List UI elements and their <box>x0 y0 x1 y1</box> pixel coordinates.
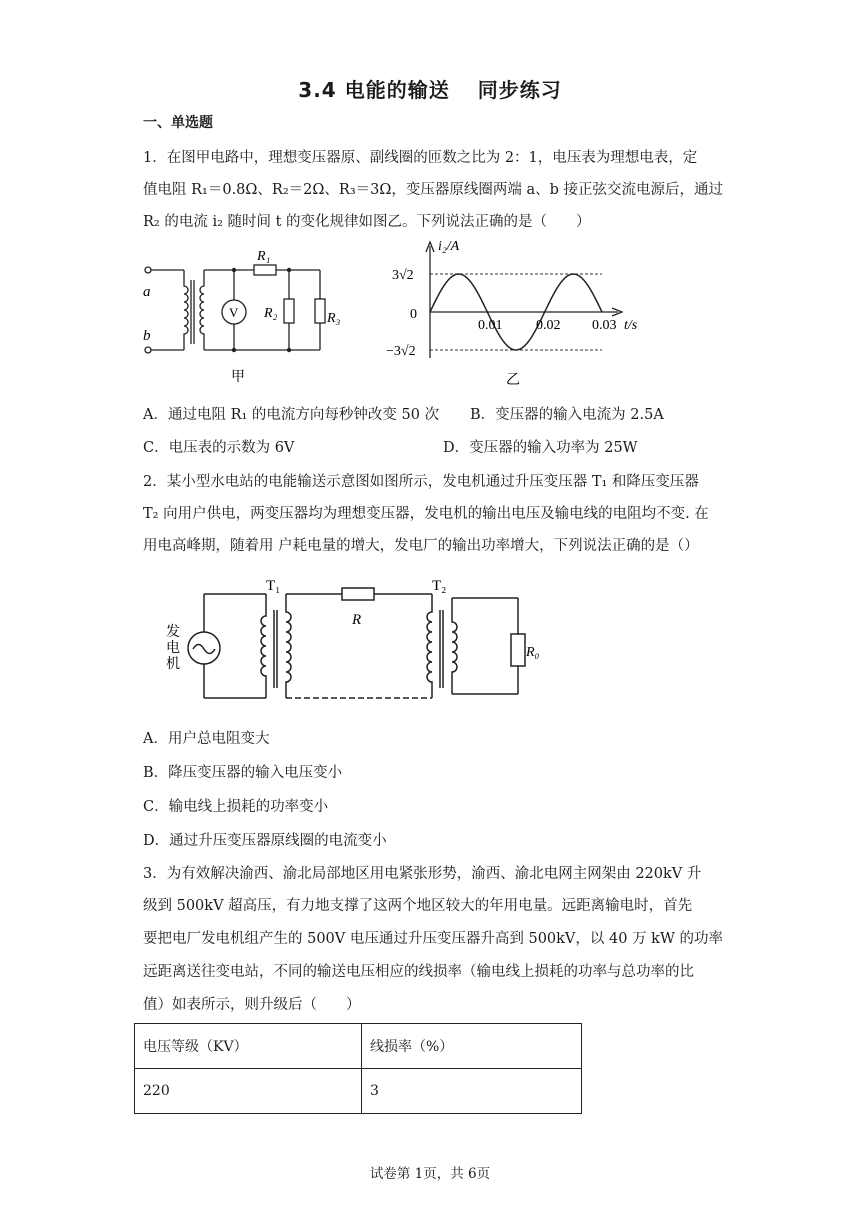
t1-label: T₁ <box>266 578 281 594</box>
q2-option-a[interactable]: A．用户总电阻变大 <box>143 731 270 747</box>
q1-option-d[interactable]: D．变压器的输入功率为 25W <box>443 440 638 456</box>
q1-option-a[interactable]: A．通过电阻 R₁ 的电流方向每秒钟改变 50 次 <box>143 407 440 423</box>
chart-tick-0.02: 0.02 <box>536 318 561 333</box>
table-header-row <box>135 1024 582 1069</box>
q1-line-3: R₂ 的电流 i₂ 随时间 t 的变化规律如图乙。下列说法正确的是（ ） <box>143 214 591 230</box>
q1-option-c[interactable]: C．电压表的示数为 6V <box>143 440 295 456</box>
q2-line-1: 2．某小型水电站的电能输送示意图如图所示，发电机通过升压变压器 T₁ 和降压变压器 <box>143 474 699 490</box>
load-resistor-label: R₀ <box>526 645 540 660</box>
generator-label-2: 电 <box>166 641 180 656</box>
q1-circuit-diagram <box>138 240 348 388</box>
terminal-a-label: a <box>143 284 151 300</box>
line-resistor-label: R <box>352 612 362 628</box>
q1-option-b[interactable]: B．变压器的输入电流为 2.5A <box>470 407 664 423</box>
r2-label: R₂ <box>264 306 278 321</box>
chart-tick-0.01: 0.01 <box>478 318 503 333</box>
table-header-loss: 线损率（%） <box>362 1024 582 1069</box>
table-cell-loss: 3 <box>362 1069 582 1114</box>
chart-ymin-label: −3√2 <box>386 344 416 359</box>
r3-label: R₃ <box>327 311 341 326</box>
q1-line-1: 1．在图甲电路中，理想变压器原、副线圈的匝数之比为 2：1，电压表为理想电表，定 <box>143 150 698 166</box>
page-title <box>0 74 860 103</box>
figure-yi-caption: 乙 <box>506 373 520 388</box>
q3-line-2: 级到 500kV 超高压，有力地支撑了这两个地区较大的年用电量。远距离输电时，首先 <box>143 898 693 914</box>
figure-jia-caption: 甲 <box>231 370 245 385</box>
section-heading: 一、单选题 <box>143 115 213 131</box>
r1-label: R₁ <box>257 249 271 264</box>
q2-transmission-diagram <box>160 576 550 712</box>
chart-x-unit: t/s <box>624 318 638 333</box>
voltage-loss-table <box>134 1023 582 1114</box>
q2-option-c[interactable]: C．输电线上损耗的功率变小 <box>143 799 329 815</box>
q3-line-1: 3．为有效解决渝西、渝北局部地区用电紧张形势，渝西、渝北电网主网架由 220kV 升 <box>143 866 702 882</box>
table-header-voltage: 电压等级（KV） <box>135 1024 362 1069</box>
voltmeter-label: V <box>229 305 239 320</box>
q2-line-3: 用电高峰期，随着用 户耗电量的增大，发电厂的输出功率增大，下列说法正确的是（） <box>143 538 699 554</box>
page-footer: 试卷第 1页，共 6页 <box>369 1166 491 1182</box>
chart-tick-0.03: 0.03 <box>592 318 617 333</box>
q3-line-5: 值）如表所示，则升级后（ ） <box>143 997 361 1013</box>
table-row <box>135 1069 582 1114</box>
t2-label: T₂ <box>432 578 447 594</box>
q3-line-4: 远距离送往变电站，不同的输送电压相应的线损率（输电线上损耗的功率与总功率的比 <box>143 964 694 980</box>
chart-ymax-label: 3√2 <box>392 268 414 283</box>
q2-option-d[interactable]: D．通过升压变压器原线圈的电流变小 <box>143 833 387 849</box>
q3-line-3: 要把电厂发电机组产生的 500V 电压通过升压变压器升高到 500kV，以 40 万 kW 的功率 <box>143 931 723 947</box>
q2-line-2: T₂ 向用户供电，两变压器均为理想变压器，发电机的输出电压及输电线的电阻均不变. 在 <box>143 506 709 522</box>
chart-zero-label: 0 <box>410 307 417 322</box>
chart-y-label: i₂/A <box>438 239 460 254</box>
q1-line-2: 值电阻 R₁＝0.8Ω、R₂＝2Ω、R₃＝3Ω，变压器原线圈两端 a、b 接正弦交流电源后，通过 <box>143 182 724 198</box>
title-main: 3.4 电能的输送 <box>298 78 450 102</box>
table-cell-voltage: 220 <box>135 1069 362 1114</box>
title-sub: 同步练习 <box>477 78 562 102</box>
generator-label-3: 机 <box>166 657 180 672</box>
terminal-b-label: b <box>143 328 151 344</box>
q1-current-chart <box>378 234 678 390</box>
generator-label-1: 发 <box>166 625 180 640</box>
q2-option-b[interactable]: B．降压变压器的输入电压变小 <box>143 765 343 781</box>
